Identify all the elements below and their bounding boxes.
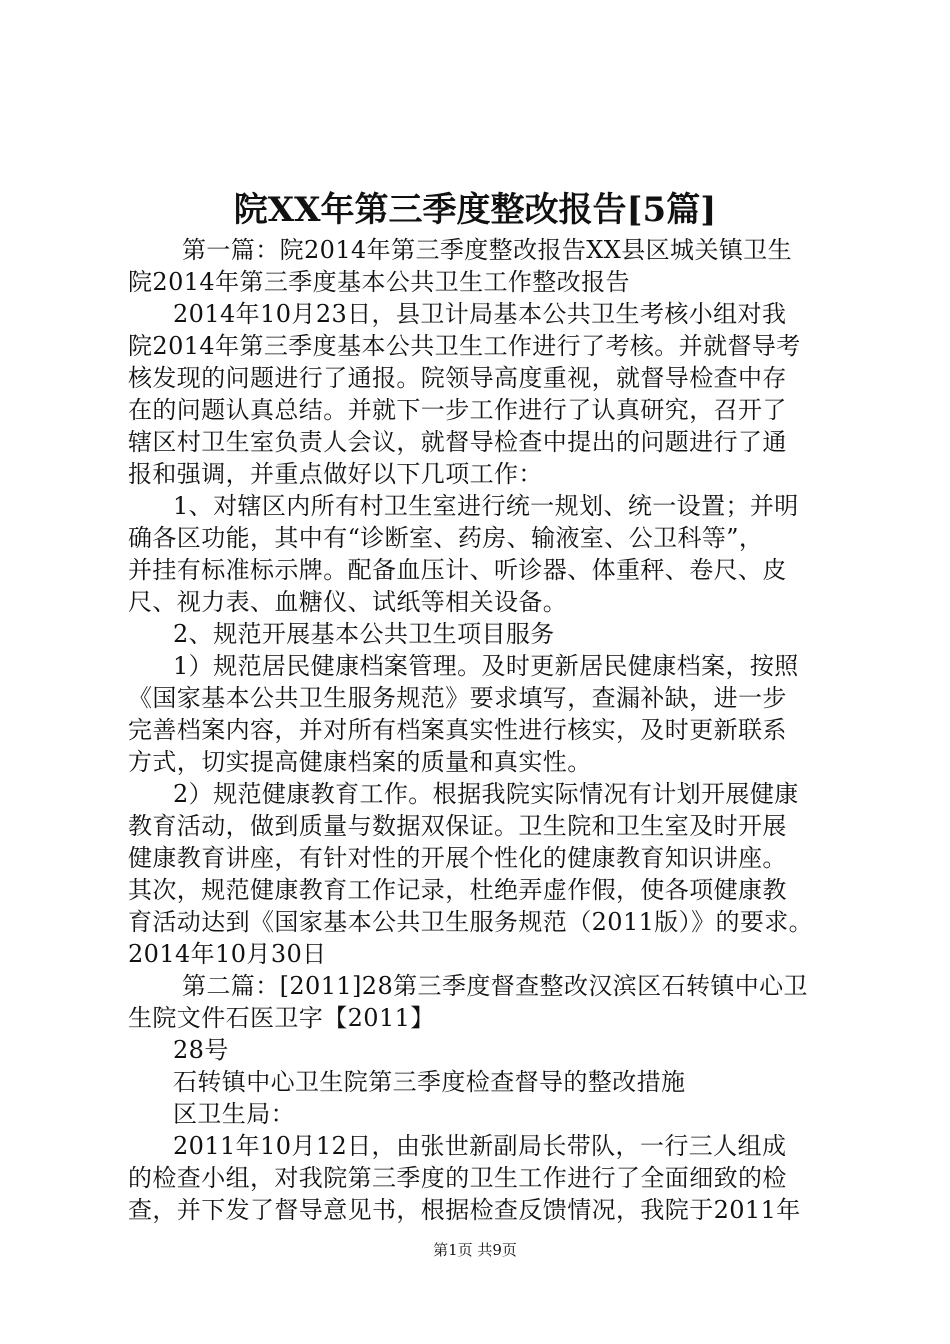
- paragraph-line: 的检查小组，对我院第三季度的卫生工作进行了全面细致的检: [128, 1164, 787, 1192]
- paragraph-line: 完善档案内容，并对所有档案真实性进行核实，及时更新联系: [128, 716, 787, 744]
- document-title: 院XX年第三季度整改报告[5篇]: [233, 190, 717, 230]
- paragraph-line: 1、对辖区内所有村卫生室进行统一规划、统一设置；并明: [173, 492, 799, 520]
- paragraph-line: 区卫生局：: [173, 1100, 295, 1128]
- paragraph-line: 2、规范开展基本公共卫生项目服务: [173, 620, 555, 648]
- paragraph-line: 育活动达到《国家基本公共卫生服务规范（2011版）》的要求。: [128, 908, 814, 936]
- paragraph-line: 方式，切实提高健康档案的质量和真实性。: [128, 748, 592, 776]
- document-body: [128, 234, 833, 1226]
- paragraph-line: 健康教育讲座，有针对性的开展个性化的健康教育知识讲座。: [128, 844, 787, 872]
- paragraph-line: 院2014年第三季度基本公共卫生工作进行了考核。并就督导考: [128, 332, 801, 360]
- paragraph-line: 尺、视力表、血糖仪、试纸等相关设备。: [128, 588, 568, 616]
- paragraph-line: 教育活动，做到质量与数据双保证。卫生院和卫生室及时开展: [128, 812, 787, 840]
- paragraph-line: 生院文件石医卫字【2011】: [128, 1004, 435, 1032]
- paragraph-line: 2014年10月30日: [128, 940, 327, 968]
- paragraph-line: 1）规范居民健康档案管理。及时更新居民健康档案，按照: [173, 652, 799, 680]
- paragraph-line: 其次，规范健康教育工作记录，杜绝弄虚作假，使各项健康教: [128, 876, 787, 904]
- paragraph-line: 在的问题认真总结。并就下一步工作进行了认真研究，召开了: [128, 396, 787, 424]
- paragraph-line: 《国家基本公共卫生服务规范》要求填写，查漏补缺，进一步: [128, 684, 787, 712]
- paragraph-line: 院2014年第三季度基本公共卫生工作整改报告: [128, 268, 630, 296]
- paragraph-line: 2011年10月12日，由张世新副局长带队，一行三人组成: [173, 1132, 787, 1160]
- paragraph-line: 报和强调，并重点做好以下几项工作：: [128, 460, 543, 488]
- paragraph-line: 第一篇：院2014年第三季度整改报告XX县区城关镇卫生: [182, 236, 793, 264]
- paragraph-line: 石转镇中心卫生院第三季度检查督导的整改措施: [173, 1068, 686, 1096]
- paragraph-line: 28号: [173, 1036, 229, 1064]
- paragraph-line: 并挂有标准标示牌。配备血压计、听诊器、体重秤、卷尺、皮: [128, 556, 787, 584]
- paragraph-line: 辖区村卫生室负责人会议，就督导检查中提出的问题进行了通: [128, 428, 787, 456]
- paragraph-line: 核发现的问题进行了通报。院领导高度重视，就督导检查中存: [128, 364, 787, 392]
- paragraph-line: 第二篇：[2011]28第三季度督查整改汉滨区石转镇中心卫: [182, 972, 808, 1000]
- page-number: 第1页 共9页: [433, 1241, 517, 1259]
- paragraph-line: 2）规范健康教育工作。根据我院实际情况有计划开展健康: [173, 780, 799, 808]
- paragraph-line: 确各区功能，其中有“诊断室、药房、输液室、公卫科等”，: [128, 524, 764, 552]
- paragraph-line: 查，并下发了督导意见书，根据检查反馈情况，我院于2011年: [128, 1196, 801, 1224]
- paragraph-line: 2014年10月23日，县卫计局基本公共卫生考核小组对我: [173, 300, 787, 328]
